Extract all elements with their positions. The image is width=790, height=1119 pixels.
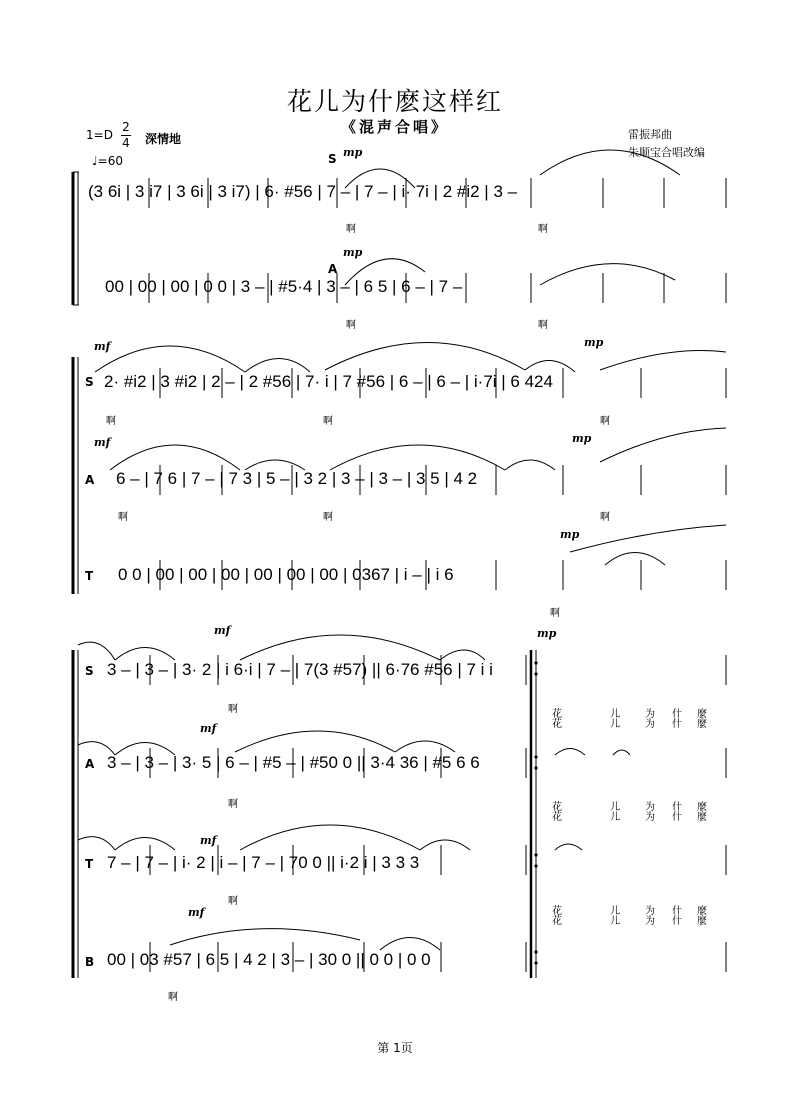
lyric: 啊 (346, 224, 356, 235)
lyric: 儿 (610, 802, 620, 813)
lyric: 为 (645, 719, 655, 730)
lyric: 麼 (697, 709, 707, 720)
voice-label-alto: A (328, 262, 338, 276)
lyric: 麼 (697, 719, 707, 730)
lyric: 儿 (610, 719, 620, 730)
lyric: 啊 (538, 224, 548, 235)
lyric: 麼 (697, 802, 707, 813)
lyric: 麼 (697, 906, 707, 917)
page-number: 第 1页 (377, 1041, 413, 1055)
lyric: 什 (672, 719, 682, 730)
page-title: 花儿为什麽这样红 (286, 87, 503, 116)
voice-label-alto: A (85, 473, 95, 487)
lyric: 儿 (610, 812, 620, 823)
tenor-notes-system-3: 7 – | 7 – | i· 2 | i – | 7 – | 70 0 || i·2 i | 3 3 3 (107, 853, 420, 872)
bass-notes-system-3: 00 | 03 #57 | 6 5 | 4 2 | 3 – | 30 0 || 0 0 | 0 0 (107, 950, 431, 969)
voice-label-alto: A (85, 757, 95, 771)
lyric: 麼 (697, 812, 707, 823)
expression-marking: 深情地 (145, 132, 182, 146)
lyric: 花 (552, 812, 562, 823)
dynamic-mp: mp (343, 146, 363, 159)
dynamic-mf: mf (94, 340, 111, 353)
lyric: 什 (672, 709, 682, 720)
key-signature: 1=D (86, 128, 113, 142)
lyric: 儿 (610, 906, 620, 917)
time-signature-numerator: 2 (122, 120, 130, 134)
lyric: 啊 (106, 416, 116, 427)
dynamic-mf: mf (200, 834, 217, 847)
lyric: 啊 (228, 896, 238, 907)
lyric: 花 (552, 906, 562, 917)
page-subtitle: 《混声合唱》 (340, 118, 449, 136)
voice-label-tenor: T (85, 569, 94, 583)
lyric: 为 (645, 916, 655, 927)
soprano-notes-system-3: 3 – | 3 – | 3· 2 | i 6·i | 7 – | 7(3 #57) || 6·76 #56 | 7 i i (107, 660, 493, 679)
dynamic-mp: mp (560, 528, 580, 541)
lyric: 啊 (346, 320, 356, 331)
lyric: 为 (645, 812, 655, 823)
lyric: 为 (645, 802, 655, 813)
lyric: 花 (552, 802, 562, 813)
time-signature-denominator: 4 (122, 136, 130, 150)
lyric: 儿 (610, 916, 620, 927)
lyric: 啊 (323, 512, 333, 523)
dynamic-mp: mp (572, 432, 592, 445)
tempo-marking: ♩=60 (92, 154, 123, 168)
voice-label-soprano: S (85, 664, 94, 678)
lyric: 什 (672, 916, 682, 927)
dynamic-mp: mp (584, 336, 604, 349)
lyric: 花 (552, 719, 562, 730)
voice-label-soprano: S (85, 375, 94, 389)
lyric: 啊 (228, 799, 238, 810)
dynamic-mf: mf (200, 722, 217, 735)
alto-notes-system-2: 6 – | 7 6 | 7 – | 7 3 | 5 – | 3 2 | 3 – | 3 – | 3 5 | 4 2 (116, 469, 478, 488)
lyric: 花 (552, 709, 562, 720)
lyric: 花 (552, 916, 562, 927)
lyric: 啊 (600, 416, 610, 427)
voice-label-bass: B (85, 955, 95, 969)
lyric: 什 (672, 812, 682, 823)
composer-credit: 雷振邦曲 (628, 128, 672, 141)
soprano-notes-system-2: 2· #i2 | 3 #i2 | 2 – | 2 #56 | 7· i | 7 #56 | 6 – | 6 – | i·7i | 6 424 (104, 372, 553, 391)
voice-label-tenor: T (85, 857, 94, 871)
lyric: 什 (672, 906, 682, 917)
lyric: 麼 (697, 916, 707, 927)
lyric: 为 (645, 709, 655, 720)
dynamic-mp: mp (537, 627, 557, 640)
alto-notes-system-1: 00 | 00 | 00 | 0 0 | 3 – | #5·4 | 3 – | 6 5 | 6 – | 7 – (105, 277, 463, 296)
lyric: 为 (645, 906, 655, 917)
lyric: 啊 (550, 608, 560, 619)
lyric: 儿 (610, 709, 620, 720)
lyric: 啊 (538, 320, 548, 331)
dynamic-mp: mp (343, 246, 363, 259)
dynamic-mf: mf (214, 624, 231, 637)
dynamic-mf: mf (188, 906, 205, 919)
lyric: 啊 (168, 992, 178, 1003)
lyric: 啊 (600, 512, 610, 523)
lyric: 什 (672, 802, 682, 813)
alto-notes-system-3: 3 – | 3 – | 3· 5 | 6 – | #5 – | #50 0 || 3·4 36 | #5 6 6 (107, 753, 480, 772)
lyric: 啊 (323, 416, 333, 427)
lyric: 啊 (118, 512, 128, 523)
tenor-notes-system-2: 0 0 | 00 | 00 | 00 | 00 | 00 | 00 | 0367 | i – | i 6 (118, 565, 454, 584)
arranger-credit: 朱顺宝合唱改编 (628, 146, 705, 159)
voice-label-soprano: S (328, 152, 337, 166)
dynamic-mf: mf (94, 436, 111, 449)
lyric: 啊 (228, 704, 238, 715)
soprano-notes-system-1: (3 6i | 3 i7 | 3 6i | 3 i7) | 6· #56 | 7 – | 7 – | i· 7i | 2 #i2 | 3 – (88, 182, 518, 201)
